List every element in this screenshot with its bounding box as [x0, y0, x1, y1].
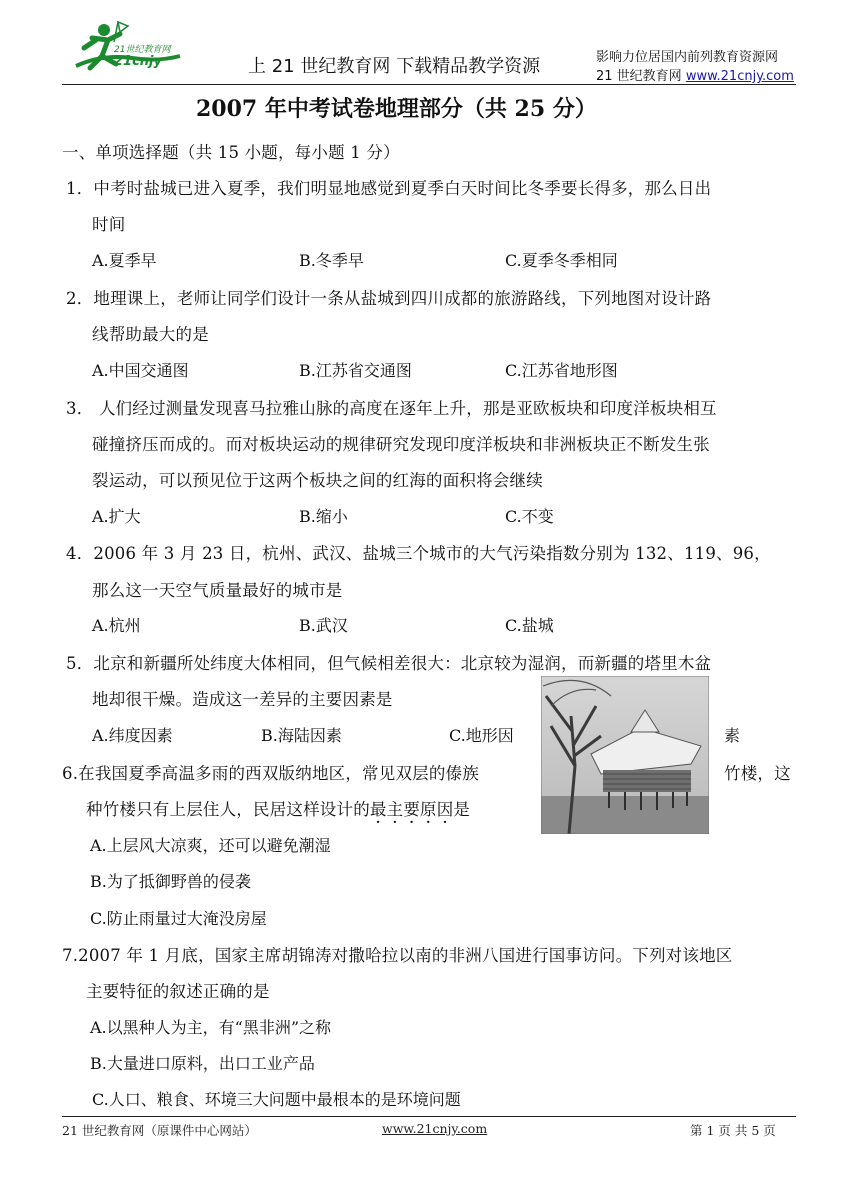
question-7-option-b: B.大量进口原料，出口工业产品 [90, 1054, 315, 1073]
footer-link[interactable]: www.21cnjy.com [382, 1121, 488, 1136]
question-7-option-c: C.人口、粮食、环境三大问题中最根本的是环境问题 [92, 1090, 461, 1109]
question-2-line-2: 线帮助最大的是 [92, 325, 209, 344]
header-site-link[interactable]: www.21cnjy.com [685, 69, 794, 84]
question-3-line-2: 碰撞挤压而成的。而对板块运动的规律研究发现印度洋板块和非洲板块正不断发生张 [92, 435, 710, 454]
question-4-line-1: 4．2006 年 3 月 23 日，杭州、武汉、盐城三个城市的大气污染指数分别为 132、119、96， [66, 544, 771, 563]
logo-caption-top: 21世纪教育网 [114, 45, 171, 55]
question-4-line-2: 那么这一天空气质量最好的城市是 [92, 581, 343, 600]
question-6-line-1-left: 6.在我国夏季高温多雨的西双版纳地区，常见双层的傣族 [62, 764, 479, 783]
question-7-line-2: 主要特征的叙述正确的是 [86, 982, 270, 1001]
emphasis-char: 原 [420, 800, 437, 819]
header-rule [62, 84, 796, 85]
question-3-option-a: A.扩大 [92, 507, 141, 526]
footer-left: 21 世纪教育网（原课件中心网站） [62, 1123, 257, 1138]
question-1-line-2: 时间 [92, 215, 126, 234]
question-5-line-2: 地却很干燥。造成这一差异的主要因素是 [92, 690, 393, 709]
footer-rule [62, 1116, 796, 1117]
question-1-option-a: A.夏季早 [92, 251, 157, 270]
question-6-option-c: C.防止雨量过大淹没房屋 [90, 909, 267, 928]
emphasis-char: 要 [403, 800, 421, 819]
question-5-line-1: 5．北京和新疆所处纬度大体相同，但气候相差很大：北京较为湿润，而新疆的塔里木盆 [66, 654, 712, 673]
site-logo [62, 18, 187, 82]
logo-caption-bottom: 21cnjy [114, 54, 162, 69]
section-heading: 一、单项选择题（共 15 小题，每小题 1 分） [62, 143, 400, 162]
question-2-option-b: B.江苏省交通图 [299, 361, 412, 380]
question-3-option-c: C.不变 [505, 507, 554, 526]
question-2-option-c: C.江苏省地形图 [505, 361, 618, 380]
question-4-option-c: C.盐城 [505, 616, 554, 635]
question-2-line-1: 2．地理课上，老师让同学们设计一条从盐城到四川成都的旅游路线，下列地图对设计路 [66, 289, 712, 308]
question-2-option-a: A.中国交通图 [92, 361, 189, 380]
question-1-line-1: 1．中考时盐城已进入夏季，我们明显地感觉到夏季白天时间比冬季要长得多，那么日出 [66, 179, 712, 198]
question-6-line-2 [86, 796, 470, 820]
question-7-line-1: 7.2007 年 1 月底，国家主席胡锦涛对撒哈拉以南的非洲八国进行国事访问。下列对该地区 [62, 946, 733, 965]
question-3-line-3: 裂运动，可以预见位于这两个板块之间的红海的面积将会继续 [92, 471, 543, 490]
question-5-option-c-tail: 素 [724, 726, 741, 745]
question-6-line-2-prefix: 种竹楼只有上层住人，民居这样设计的 [86, 800, 370, 819]
question-5-option-a: A.纬度因素 [92, 726, 173, 745]
dai-bamboo-house-image [541, 676, 709, 834]
question-3-line-1: 3． 人们经过测量发现喜马拉雅山脉的高度在逐年上升，那是亚欧板块和印度洋板块相互 [66, 399, 717, 418]
header-tagline: 影响力位居国内前列教育资源网 [596, 50, 779, 65]
question-1-option-b: B.冬季早 [299, 251, 364, 270]
question-6-line-2-suffix: 是 [453, 800, 471, 819]
question-5-option-c: C.地形因 [449, 726, 514, 745]
page-title: 2007 年中考试卷地理部分（共 25 分） [196, 96, 597, 122]
question-4-option-a: A.杭州 [92, 616, 141, 635]
question-6-option-a: A.上层风大凉爽，还可以避免潮湿 [90, 836, 331, 855]
header-site-name: 21 世纪教育网 [596, 69, 686, 84]
question-4-option-b: B.武汉 [299, 616, 348, 635]
question-3-option-b: B.缩小 [299, 507, 348, 526]
question-1-option-c: C.夏季冬季相同 [505, 251, 618, 270]
question-6-option-b: B.为了抵御野兽的侵袭 [90, 872, 251, 891]
emphasis-char: 最 [369, 800, 387, 819]
header-slogan: 上 21 世纪教育网 下载精品教学资源 [248, 56, 541, 77]
emphasis-char: 因 [436, 800, 454, 819]
bamboo-house-photo [541, 676, 709, 834]
footer-page-number: 第 1 页 共 5 页 [690, 1123, 776, 1138]
header-site-line [596, 65, 794, 84]
emphasis-char: 主 [386, 800, 404, 819]
question-6-line-1-right: 竹楼，这 [724, 764, 791, 783]
question-5-option-b: B.海陆因素 [261, 726, 342, 745]
question-7-option-a: A.以黑种人为主，有“黑非洲”之称 [90, 1018, 332, 1037]
